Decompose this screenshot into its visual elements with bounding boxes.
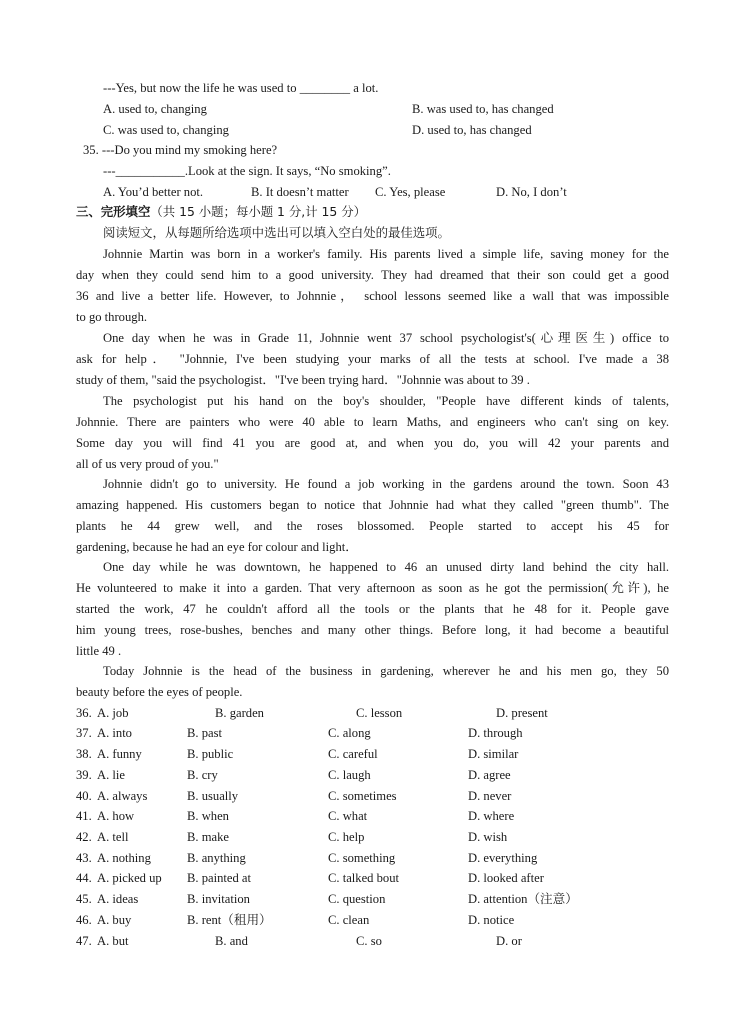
passage-line: Johnnie. There are painters who were 40 able to learn Maths, and engineers who can't sing on key. xyxy=(76,415,669,429)
option-b[interactable]: B. when xyxy=(187,809,229,823)
passage-line: all of us very proud of you." xyxy=(76,457,219,471)
passage-line: Today Johnnie is the head of the business in gardening, wherever he and his men go, they 50 xyxy=(103,664,669,678)
q35-option-a[interactable]: A. You’d better not. xyxy=(103,185,204,199)
option-c[interactable]: C. what xyxy=(328,809,368,823)
passage-line: ask for help． "Johnnie, I've been studying your marks of all the tests at school. I've made a 38 xyxy=(76,352,669,366)
question-number: 37. xyxy=(76,726,92,740)
question-number: 39. xyxy=(76,768,92,782)
option-b[interactable]: B. and xyxy=(215,934,248,948)
option-d[interactable]: D. present xyxy=(496,706,548,720)
option-b[interactable]: B. anything xyxy=(187,851,246,865)
passage-line: day when they could send him to a good university. They had dreamed that their son could get a good xyxy=(76,268,669,282)
option-a[interactable]: A. picked up xyxy=(97,871,162,885)
question-number: 42. xyxy=(76,830,92,844)
question-number: 40. xyxy=(76,789,92,803)
option-c[interactable]: C. talked bout xyxy=(328,871,400,885)
passage-line: Johnnie Martin was born in a worker's family. His parents lived a simple life, saving money for the xyxy=(103,247,669,261)
passage-line: One day while he was downtown, he happened to 46 an unused dirty land behind the city hall. xyxy=(103,560,669,574)
option-a[interactable]: A. funny xyxy=(97,747,142,761)
option-c[interactable]: C. so xyxy=(356,934,382,948)
option-d[interactable]: D. notice xyxy=(468,913,515,927)
option-c[interactable]: C. something xyxy=(328,851,396,865)
option-b[interactable]: B. make xyxy=(187,830,229,844)
option-c[interactable]: C. sometimes xyxy=(328,789,397,803)
option-a[interactable]: A. always xyxy=(97,789,148,803)
option-c[interactable]: C. question xyxy=(328,892,386,906)
option-b[interactable]: B. public xyxy=(187,747,234,761)
option-d[interactable]: D. agree xyxy=(468,768,511,782)
option-a[interactable]: A. nothing xyxy=(97,851,151,865)
option-a[interactable]: A. tell xyxy=(97,830,129,844)
option-b[interactable]: B. invitation xyxy=(187,892,250,906)
q35-reply: ---___________.Look at the sign. It says, “No smoking”. xyxy=(103,164,391,178)
passage-line: amazing happened. His customers began to notice that Johnnie had what they called "green thumb". The xyxy=(76,498,669,512)
section-instruction: 阅读短文，从每题所给选项中选出可以填入空白处的最佳选项。 xyxy=(103,225,450,240)
question-number: 36. xyxy=(76,706,92,720)
option-d[interactable]: D. through xyxy=(468,726,523,740)
option-d[interactable]: D. attention（注意） xyxy=(468,892,578,906)
option-a[interactable]: A. buy xyxy=(97,913,132,927)
q35-option-d[interactable]: D. No, I don’t xyxy=(496,185,567,199)
passage-line: Some day you will find 41 you are good at, and when you do, you will 42 your parents and xyxy=(76,436,669,450)
option-a[interactable]: A. job xyxy=(97,706,129,720)
question-number: 46. xyxy=(76,913,92,927)
passage-line: He volunteered to make it into a garden. That very afternoon as soon as he got the permission(允许), he xyxy=(76,581,669,595)
question-number: 41. xyxy=(76,809,92,823)
option-b[interactable]: B. rent（租用） xyxy=(187,913,272,927)
option-c[interactable]: C. along xyxy=(328,726,371,740)
option-d[interactable]: D. or xyxy=(496,934,522,948)
passage-line: gardening, because he had an eye for colour and light． xyxy=(76,540,358,554)
passage-line: little 49 . xyxy=(76,644,122,658)
option-d[interactable]: D. where xyxy=(468,809,515,823)
q34-option-a[interactable]: A. used to, changing xyxy=(103,102,207,116)
passage-line: started the work, 47 he couldn't afford all the tools or the plants that he 48 for it. People gave xyxy=(76,602,669,616)
section-title: 三、完形填空 xyxy=(76,204,151,219)
option-b[interactable]: B. usually xyxy=(187,789,239,803)
q35-option-b[interactable]: B. It doesn’t matter xyxy=(251,185,349,199)
option-c[interactable]: C. help xyxy=(328,830,365,844)
question-number: 38. xyxy=(76,747,92,761)
q34-stem: ---Yes, but now the life he was used to ________ a lot. xyxy=(103,81,379,95)
option-c[interactable]: C. lesson xyxy=(356,706,403,720)
option-c[interactable]: C. clean xyxy=(328,913,370,927)
question-number: 45. xyxy=(76,892,92,906)
option-c[interactable]: C. careful xyxy=(328,747,378,761)
question-number: 47. xyxy=(76,934,92,948)
passage-line: beauty before the eyes of people. xyxy=(76,685,243,699)
passage-line: One day when he was in Grade 11, Johnnie went 37 school psychologist's(心理医生) office to xyxy=(103,331,669,345)
option-a[interactable]: A. lie xyxy=(97,768,125,782)
passage-line: to go through. xyxy=(76,310,148,324)
option-b[interactable]: B. garden xyxy=(215,706,264,720)
passage-line: plants he 44 grew well, and the roses blossomed. People started to accept his 45 for xyxy=(76,519,669,533)
option-d[interactable]: D. everything xyxy=(468,851,538,865)
option-d[interactable]: D. wish xyxy=(468,830,508,844)
q34-option-d[interactable]: D. used to, has changed xyxy=(412,123,532,137)
option-a[interactable]: A. but xyxy=(97,934,129,948)
option-b[interactable]: B. painted at xyxy=(187,871,252,885)
passage-line: him young trees, rose-bushes, benches and many other things. Before long, it had become a beautiful xyxy=(76,623,669,637)
passage-line: 36 and live a better life. However, to Johnnie， school lessons seemed like a wall that was impossible xyxy=(76,289,669,303)
question-number: 43. xyxy=(76,851,92,865)
q34-option-b[interactable]: B. was used to, has changed xyxy=(412,102,554,116)
q34-option-c[interactable]: C. was used to, changing xyxy=(103,123,229,137)
option-d[interactable]: D. never xyxy=(468,789,512,803)
passage-line: Johnnie didn't go to university. He found a job working in the gardens around the town. Soon 43 xyxy=(103,477,669,491)
option-a[interactable]: A. into xyxy=(97,726,132,740)
option-b[interactable]: B. past xyxy=(187,726,222,740)
section-note: （共 15 小题；每小题 1 分,计 15 分） xyxy=(150,204,367,219)
section-heading xyxy=(76,204,366,220)
option-a[interactable]: A. ideas xyxy=(97,892,139,906)
option-b[interactable]: B. cry xyxy=(187,768,218,782)
option-c[interactable]: C. laugh xyxy=(328,768,371,782)
q35-stem: 35. ---Do you mind my smoking here? xyxy=(83,143,278,157)
q35-option-c[interactable]: C. Yes, please xyxy=(375,185,446,199)
option-d[interactable]: D. looked after xyxy=(468,871,544,885)
question-number: 44. xyxy=(76,871,92,885)
passage-line: study of them, "said the psychologist．"I've been trying hard．"Johnnie was about to 39 . xyxy=(76,373,530,387)
option-d[interactable]: D. similar xyxy=(468,747,519,761)
option-a[interactable]: A. how xyxy=(97,809,135,823)
passage-line: The psychologist put his hand on the boy's shoulder, "People have different kinds of talents, xyxy=(103,394,669,408)
